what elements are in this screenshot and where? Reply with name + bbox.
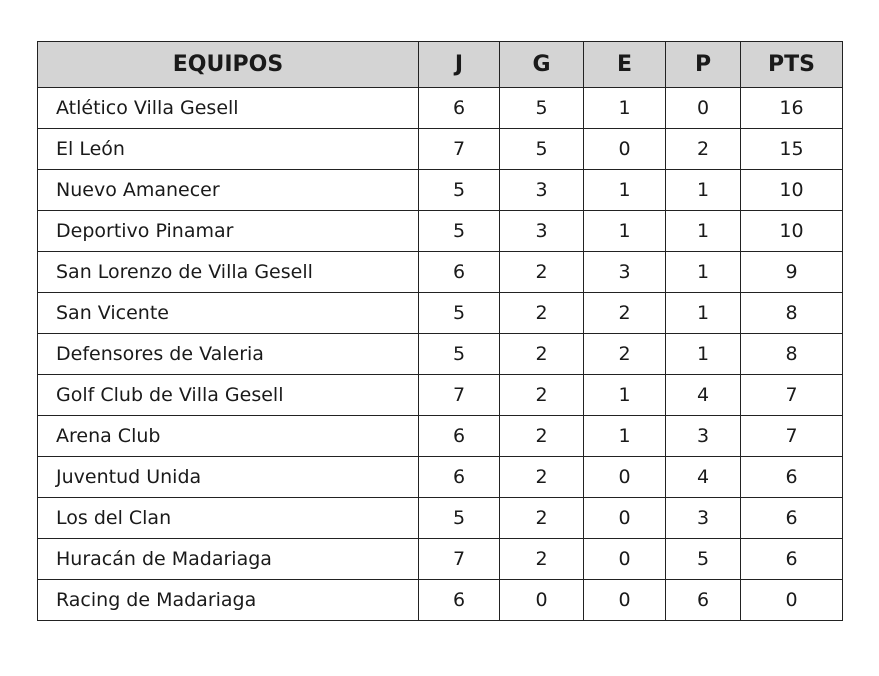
- lost-cell: 0: [666, 88, 741, 129]
- played-cell: 5: [419, 211, 500, 252]
- drawn-cell: 1: [584, 88, 666, 129]
- team-name-cell: Defensores de Valeria: [38, 334, 419, 375]
- team-name-cell: San Vicente: [38, 293, 419, 334]
- lost-cell: 4: [666, 375, 741, 416]
- table-row: [38, 252, 843, 293]
- points-cell: 10: [741, 170, 843, 211]
- points-cell: 6: [741, 498, 843, 539]
- won-cell: 2: [500, 293, 584, 334]
- lost-cell: 2: [666, 129, 741, 170]
- table-row: [38, 88, 843, 129]
- header-played: J: [419, 42, 500, 88]
- table-row: [38, 334, 843, 375]
- drawn-cell: 0: [584, 580, 666, 621]
- won-cell: 3: [500, 211, 584, 252]
- points-cell: 16: [741, 88, 843, 129]
- won-cell: 2: [500, 334, 584, 375]
- played-cell: 6: [419, 416, 500, 457]
- drawn-cell: 3: [584, 252, 666, 293]
- team-name-cell: Arena Club: [38, 416, 419, 457]
- won-cell: 5: [500, 129, 584, 170]
- drawn-cell: 0: [584, 129, 666, 170]
- header-lost: P: [666, 42, 741, 88]
- points-cell: 15: [741, 129, 843, 170]
- played-cell: 7: [419, 539, 500, 580]
- drawn-cell: 0: [584, 457, 666, 498]
- lost-cell: 1: [666, 334, 741, 375]
- team-name-cell: Atlético Villa Gesell: [38, 88, 419, 129]
- drawn-cell: 2: [584, 293, 666, 334]
- played-cell: 6: [419, 88, 500, 129]
- table-row: [38, 457, 843, 498]
- header-teams: EQUIPOS: [38, 42, 419, 88]
- table-row: [38, 375, 843, 416]
- played-cell: 7: [419, 375, 500, 416]
- drawn-cell: 2: [584, 334, 666, 375]
- played-cell: 5: [419, 293, 500, 334]
- drawn-cell: 0: [584, 539, 666, 580]
- drawn-cell: 1: [584, 170, 666, 211]
- played-cell: 6: [419, 252, 500, 293]
- team-name-cell: Deportivo Pinamar: [38, 211, 419, 252]
- won-cell: 2: [500, 416, 584, 457]
- standings-table: [37, 41, 843, 621]
- points-cell: 6: [741, 539, 843, 580]
- table-header: [38, 42, 843, 88]
- team-name-cell: Juventud Unida: [38, 457, 419, 498]
- lost-cell: 4: [666, 457, 741, 498]
- team-name-cell: Golf Club de Villa Gesell: [38, 375, 419, 416]
- lost-cell: 1: [666, 252, 741, 293]
- team-name-cell: Nuevo Amanecer: [38, 170, 419, 211]
- table-row: [38, 539, 843, 580]
- lost-cell: 5: [666, 539, 741, 580]
- drawn-cell: 0: [584, 498, 666, 539]
- table-row: [38, 580, 843, 621]
- lost-cell: 3: [666, 498, 741, 539]
- won-cell: 0: [500, 580, 584, 621]
- won-cell: 2: [500, 539, 584, 580]
- points-cell: 7: [741, 375, 843, 416]
- drawn-cell: 1: [584, 211, 666, 252]
- played-cell: 6: [419, 457, 500, 498]
- points-cell: 10: [741, 211, 843, 252]
- table-row: [38, 416, 843, 457]
- header-points: PTS: [741, 42, 843, 88]
- header-drawn: E: [584, 42, 666, 88]
- table-row: [38, 498, 843, 539]
- lost-cell: 1: [666, 170, 741, 211]
- won-cell: 2: [500, 498, 584, 539]
- team-name-cell: El León: [38, 129, 419, 170]
- drawn-cell: 1: [584, 375, 666, 416]
- team-name-cell: San Lorenzo de Villa Gesell: [38, 252, 419, 293]
- won-cell: 2: [500, 252, 584, 293]
- lost-cell: 1: [666, 293, 741, 334]
- table-row: [38, 170, 843, 211]
- header-won: G: [500, 42, 584, 88]
- points-cell: 0: [741, 580, 843, 621]
- points-cell: 8: [741, 293, 843, 334]
- played-cell: 5: [419, 334, 500, 375]
- team-name-cell: Huracán de Madariaga: [38, 539, 419, 580]
- won-cell: 3: [500, 170, 584, 211]
- played-cell: 7: [419, 129, 500, 170]
- points-cell: 7: [741, 416, 843, 457]
- played-cell: 5: [419, 498, 500, 539]
- table-row: [38, 293, 843, 334]
- lost-cell: 6: [666, 580, 741, 621]
- lost-cell: 1: [666, 211, 741, 252]
- points-cell: 8: [741, 334, 843, 375]
- played-cell: 5: [419, 170, 500, 211]
- table-row: [38, 211, 843, 252]
- won-cell: 5: [500, 88, 584, 129]
- played-cell: 6: [419, 580, 500, 621]
- team-name-cell: Los del Clan: [38, 498, 419, 539]
- header-row: [38, 42, 843, 88]
- won-cell: 2: [500, 375, 584, 416]
- lost-cell: 3: [666, 416, 741, 457]
- table-body: [38, 88, 843, 621]
- won-cell: 2: [500, 457, 584, 498]
- table-row: [38, 129, 843, 170]
- points-cell: 6: [741, 457, 843, 498]
- points-cell: 9: [741, 252, 843, 293]
- drawn-cell: 1: [584, 416, 666, 457]
- team-name-cell: Racing de Madariaga: [38, 580, 419, 621]
